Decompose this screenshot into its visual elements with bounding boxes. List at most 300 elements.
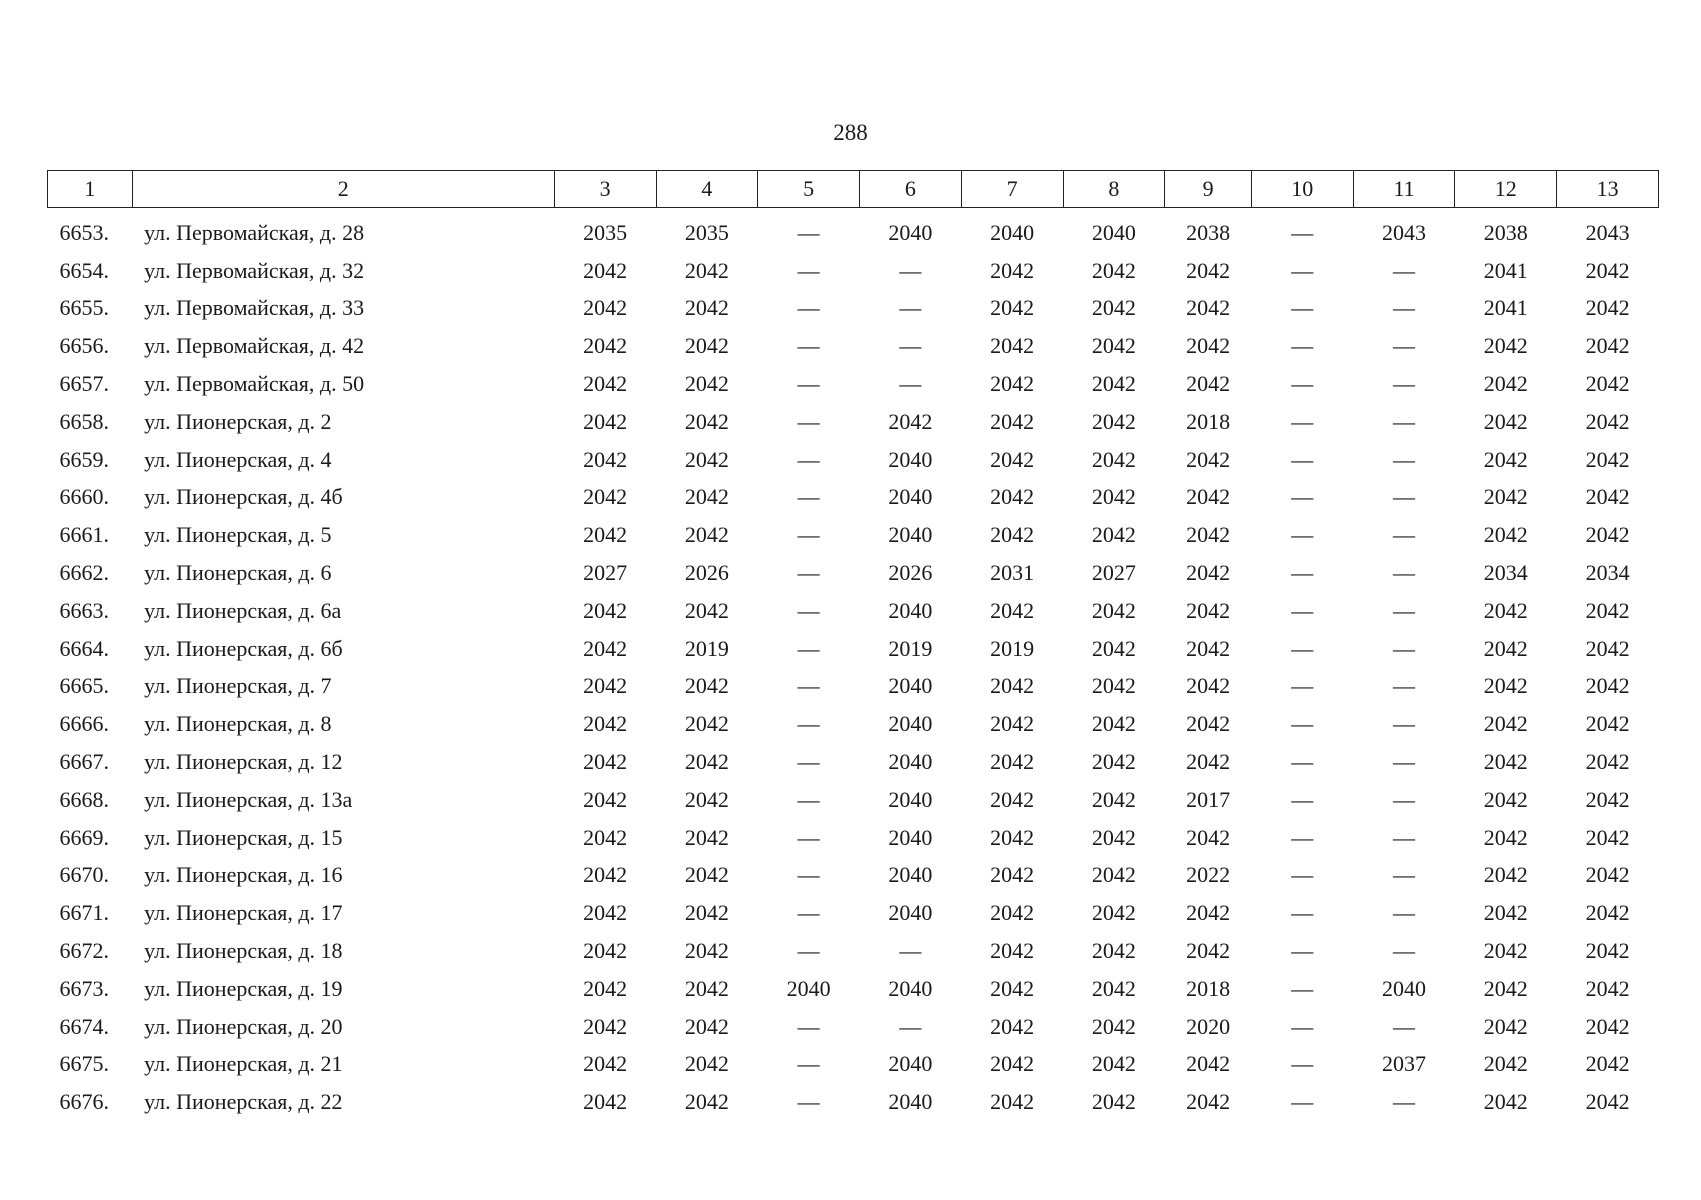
address-cell: ул. Первомайская, д. 50 — [144, 371, 365, 397]
row-number: 6664. — [59, 635, 109, 661]
year-cell-col-12: 2042 — [1483, 446, 1528, 472]
column-header-4: 4 — [656, 171, 758, 208]
year-cell-col-11: — — [1393, 711, 1416, 737]
year-cell-col-6: 2040 — [888, 219, 933, 245]
year-cell-col-9: 2042 — [1186, 1089, 1231, 1115]
year-cell-col-3: 2042 — [583, 673, 628, 699]
year-cell-col-7: 2019 — [990, 635, 1035, 661]
year-cell-col-12: 2042 — [1483, 862, 1528, 888]
year-cell-col-8: 2042 — [1091, 749, 1136, 775]
year-cell-col-4: 2042 — [684, 446, 729, 472]
year-cell-col-13: 2042 — [1585, 635, 1630, 661]
year-cell-col-4: 2035 — [684, 219, 729, 245]
year-cell-col-10: — — [1291, 219, 1314, 245]
year-cell-col-10: — — [1291, 597, 1314, 623]
year-cell-col-8: 2042 — [1091, 1013, 1136, 1039]
year-cell-col-13: 2042 — [1585, 446, 1630, 472]
table-row — [48, 554, 1659, 592]
year-cell-col-13: 2042 — [1585, 408, 1630, 434]
year-cell-col-9: 2018 — [1186, 408, 1231, 434]
year-cell-col-4: 2042 — [684, 749, 729, 775]
year-cell-col-4: 2026 — [684, 560, 729, 586]
year-cell-col-8: 2042 — [1091, 673, 1136, 699]
table-row — [48, 208, 1659, 252]
year-cell-col-5: — — [797, 786, 820, 812]
year-cell-col-3: 2042 — [583, 938, 628, 964]
year-cell-col-13: 2042 — [1585, 711, 1630, 737]
year-cell-col-3: 2042 — [583, 597, 628, 623]
year-cell-col-12: 2042 — [1483, 371, 1528, 397]
year-cell-col-8: 2040 — [1091, 219, 1136, 245]
year-cell-col-5: — — [797, 635, 820, 661]
row-number: 6653. — [59, 219, 109, 245]
year-cell-col-6: — — [899, 257, 922, 283]
year-cell-col-6: 2040 — [888, 975, 933, 1001]
data-table — [47, 170, 1659, 1121]
year-cell-col-11: — — [1393, 1089, 1416, 1115]
table-row — [48, 592, 1659, 630]
table-row — [48, 252, 1659, 290]
year-cell-col-9: 2042 — [1186, 749, 1231, 775]
address-cell: ул. Пионерская, д. 18 — [144, 938, 343, 964]
year-cell-col-7: 2042 — [990, 333, 1035, 359]
year-cell-col-3: 2042 — [583, 900, 628, 926]
year-cell-col-10: — — [1291, 295, 1314, 321]
year-cell-col-12: 2042 — [1483, 1013, 1528, 1039]
table-row — [48, 970, 1659, 1008]
year-cell-col-8: 2042 — [1091, 333, 1136, 359]
year-cell-col-10: — — [1291, 711, 1314, 737]
year-cell-col-12: 2042 — [1483, 938, 1528, 964]
year-cell-col-9: 2042 — [1186, 711, 1231, 737]
year-cell-col-8: 2042 — [1091, 862, 1136, 888]
year-cell-col-11: — — [1393, 862, 1416, 888]
year-cell-col-12: 2034 — [1483, 560, 1528, 586]
year-cell-col-6: 2042 — [888, 408, 933, 434]
column-header-2: 2 — [132, 171, 554, 208]
year-cell-col-6: 2040 — [888, 522, 933, 548]
address-cell: ул. Пионерская, д. 2 — [144, 408, 332, 434]
year-cell-col-8: 2042 — [1091, 975, 1136, 1001]
year-cell-col-12: 2042 — [1483, 786, 1528, 812]
year-cell-col-11: — — [1393, 673, 1416, 699]
year-cell-col-8: 2042 — [1091, 371, 1136, 397]
year-cell-col-9: 2042 — [1186, 371, 1231, 397]
year-cell-col-9: 2042 — [1186, 597, 1231, 623]
year-cell-col-11: — — [1393, 446, 1416, 472]
year-cell-col-5: — — [797, 862, 820, 888]
row-number: 6675. — [59, 1051, 109, 1077]
year-cell-col-5: — — [797, 257, 820, 283]
year-cell-col-3: 2042 — [583, 711, 628, 737]
year-cell-col-4: 2042 — [684, 824, 729, 850]
table-row — [48, 1046, 1659, 1084]
year-cell-col-4: 2042 — [684, 597, 729, 623]
year-cell-col-3: 2042 — [583, 786, 628, 812]
year-cell-col-3: 2027 — [583, 560, 628, 586]
year-cell-col-11: — — [1393, 371, 1416, 397]
address-cell: ул. Пионерская, д. 16 — [144, 862, 343, 888]
year-cell-col-9: 2042 — [1186, 824, 1231, 850]
row-number: 6671. — [59, 900, 109, 926]
year-cell-col-10: — — [1291, 938, 1314, 964]
year-cell-col-3: 2042 — [583, 1013, 628, 1039]
year-cell-col-4: 2019 — [684, 635, 729, 661]
year-cell-col-4: 2042 — [684, 371, 729, 397]
year-cell-col-5: — — [797, 522, 820, 548]
column-header-8: 8 — [1063, 171, 1165, 208]
year-cell-col-13: 2042 — [1585, 938, 1630, 964]
column-header-7: 7 — [961, 171, 1063, 208]
year-cell-col-5: — — [797, 295, 820, 321]
year-cell-col-13: 2042 — [1585, 1051, 1630, 1077]
table-body — [48, 208, 1659, 1122]
year-cell-col-3: 2042 — [583, 862, 628, 888]
table-row — [48, 857, 1659, 895]
row-number: 6659. — [59, 446, 109, 472]
address-cell: ул. Пионерская, д. 20 — [144, 1013, 343, 1039]
column-header-10: 10 — [1251, 171, 1353, 208]
year-cell-col-10: — — [1291, 560, 1314, 586]
address-cell: ул. Пионерская, д. 19 — [144, 975, 343, 1001]
year-cell-col-6: — — [899, 938, 922, 964]
year-cell-col-7: 2042 — [990, 371, 1035, 397]
year-cell-col-9: 2042 — [1186, 938, 1231, 964]
address-cell: ул. Пионерская, д. 15 — [144, 824, 343, 850]
year-cell-col-13: 2034 — [1585, 560, 1630, 586]
year-cell-col-10: — — [1291, 749, 1314, 775]
year-cell-col-8: 2042 — [1091, 446, 1136, 472]
address-cell: ул. Первомайская, д. 42 — [144, 333, 365, 359]
year-cell-col-5: — — [797, 219, 820, 245]
year-cell-col-8: 2042 — [1091, 257, 1136, 283]
year-cell-col-11: 2040 — [1382, 975, 1427, 1001]
year-cell-col-8: 2042 — [1091, 597, 1136, 623]
year-cell-col-3: 2042 — [583, 975, 628, 1001]
row-number: 6669. — [59, 824, 109, 850]
year-cell-col-13: 2042 — [1585, 673, 1630, 699]
year-cell-col-12: 2042 — [1483, 900, 1528, 926]
year-cell-col-6: — — [899, 371, 922, 397]
year-cell-col-7: 2042 — [990, 786, 1035, 812]
row-number: 6666. — [59, 711, 109, 737]
year-cell-col-10: — — [1291, 408, 1314, 434]
column-header-9: 9 — [1165, 171, 1252, 208]
table-row — [48, 630, 1659, 668]
year-cell-col-5: — — [797, 408, 820, 434]
table-row — [48, 705, 1659, 743]
year-cell-col-11: — — [1393, 749, 1416, 775]
column-header-12: 12 — [1455, 171, 1557, 208]
year-cell-col-10: — — [1291, 1051, 1314, 1077]
address-cell: ул. Пионерская, д. 22 — [144, 1089, 343, 1115]
year-cell-col-6: 2026 — [888, 560, 933, 586]
year-cell-col-7: 2042 — [990, 975, 1035, 1001]
column-header-11: 11 — [1353, 171, 1455, 208]
year-cell-col-13: 2042 — [1585, 522, 1630, 548]
year-cell-col-9: 2042 — [1186, 522, 1231, 548]
year-cell-col-7: 2042 — [990, 1013, 1035, 1039]
year-cell-col-11: — — [1393, 900, 1416, 926]
address-cell: ул. Пионерская, д. 21 — [144, 1051, 343, 1077]
year-cell-col-13: 2042 — [1585, 824, 1630, 850]
year-cell-col-8: 2027 — [1091, 560, 1136, 586]
row-number: 6673. — [59, 975, 109, 1001]
year-cell-col-8: 2042 — [1091, 295, 1136, 321]
year-cell-col-3: 2042 — [583, 446, 628, 472]
year-cell-col-7: 2042 — [990, 862, 1035, 888]
year-cell-col-8: 2042 — [1091, 900, 1136, 926]
year-cell-col-10: — — [1291, 484, 1314, 510]
year-cell-col-12: 2041 — [1483, 257, 1528, 283]
year-cell-col-7: 2042 — [990, 484, 1035, 510]
year-cell-col-11: — — [1393, 295, 1416, 321]
row-number: 6667. — [59, 749, 109, 775]
year-cell-col-8: 2042 — [1091, 1089, 1136, 1115]
year-cell-col-7: 2042 — [990, 522, 1035, 548]
year-cell-col-6: 2040 — [888, 862, 933, 888]
year-cell-col-4: 2042 — [684, 522, 729, 548]
table-row — [48, 819, 1659, 857]
year-cell-col-12: 2042 — [1483, 711, 1528, 737]
year-cell-col-12: 2042 — [1483, 484, 1528, 510]
row-number: 6660. — [59, 484, 109, 510]
year-cell-col-10: — — [1291, 900, 1314, 926]
year-cell-col-5: — — [797, 371, 820, 397]
year-cell-col-6: 2040 — [888, 484, 933, 510]
year-cell-col-6: 2040 — [888, 824, 933, 850]
year-cell-col-10: — — [1291, 975, 1314, 1001]
year-cell-col-3: 2042 — [583, 1051, 628, 1077]
address-cell: ул. Пионерская, д. 13а — [144, 786, 353, 812]
row-number: 6665. — [59, 673, 109, 699]
row-number: 6668. — [59, 786, 109, 812]
year-cell-col-8: 2042 — [1091, 786, 1136, 812]
row-number: 6676. — [59, 1089, 109, 1115]
year-cell-col-4: 2042 — [684, 408, 729, 434]
year-cell-col-11: 2037 — [1382, 1051, 1427, 1077]
year-cell-col-4: 2042 — [684, 295, 729, 321]
year-cell-col-11: 2043 — [1382, 219, 1427, 245]
year-cell-col-11: — — [1393, 522, 1416, 548]
row-number: 6661. — [59, 522, 109, 548]
year-cell-col-12: 2042 — [1483, 824, 1528, 850]
year-cell-col-11: — — [1393, 408, 1416, 434]
page-number: 288 — [833, 120, 868, 145]
year-cell-col-8: 2042 — [1091, 484, 1136, 510]
year-cell-col-10: — — [1291, 333, 1314, 359]
year-cell-col-5: — — [797, 560, 820, 586]
year-cell-col-9: 2042 — [1186, 635, 1231, 661]
year-cell-col-11: — — [1393, 786, 1416, 812]
year-cell-col-12: 2042 — [1483, 522, 1528, 548]
year-cell-col-12: 2042 — [1483, 408, 1528, 434]
year-cell-col-13: 2042 — [1585, 1013, 1630, 1039]
column-header-5: 5 — [758, 171, 860, 208]
year-cell-col-3: 2042 — [583, 1089, 628, 1115]
row-number: 6658. — [59, 408, 109, 434]
year-cell-col-7: 2042 — [990, 749, 1035, 775]
year-cell-col-9: 2042 — [1186, 484, 1231, 510]
year-cell-col-8: 2042 — [1091, 635, 1136, 661]
year-cell-col-3: 2042 — [583, 824, 628, 850]
year-cell-col-5: — — [797, 1051, 820, 1077]
year-cell-col-4: 2042 — [684, 938, 729, 964]
table-row — [48, 479, 1659, 517]
year-cell-col-6: 2040 — [888, 673, 933, 699]
row-number: 6672. — [59, 938, 109, 964]
year-cell-col-3: 2042 — [583, 408, 628, 434]
year-cell-col-4: 2042 — [684, 484, 729, 510]
year-cell-col-8: 2042 — [1091, 938, 1136, 964]
year-cell-col-7: 2042 — [990, 938, 1035, 964]
year-cell-col-3: 2042 — [583, 522, 628, 548]
year-cell-col-5: 2040 — [786, 975, 831, 1001]
year-cell-col-7: 2040 — [990, 219, 1035, 245]
year-cell-col-7: 2042 — [990, 295, 1035, 321]
year-cell-col-5: — — [797, 1089, 820, 1115]
year-cell-col-10: — — [1291, 1013, 1314, 1039]
year-cell-col-5: — — [797, 824, 820, 850]
year-cell-col-10: — — [1291, 1089, 1314, 1115]
year-cell-col-12: 2042 — [1483, 749, 1528, 775]
year-cell-col-12: 2042 — [1483, 597, 1528, 623]
year-cell-col-9: 2042 — [1186, 900, 1231, 926]
row-number: 6655. — [59, 295, 109, 321]
year-cell-col-7: 2042 — [990, 597, 1035, 623]
address-cell: ул. Пионерская, д. 12 — [144, 749, 343, 775]
year-cell-col-13: 2042 — [1585, 862, 1630, 888]
year-cell-col-6: — — [899, 333, 922, 359]
year-cell-col-13: 2042 — [1585, 597, 1630, 623]
year-cell-col-9: 2042 — [1186, 295, 1231, 321]
year-cell-col-4: 2042 — [684, 711, 729, 737]
year-cell-col-5: — — [797, 1013, 820, 1039]
table-row — [48, 1008, 1659, 1046]
row-number: 6674. — [59, 1013, 109, 1039]
year-cell-col-7: 2042 — [990, 824, 1035, 850]
year-cell-col-7: 2042 — [990, 257, 1035, 283]
year-cell-col-9: 2017 — [1186, 786, 1231, 812]
year-cell-col-12: 2042 — [1483, 333, 1528, 359]
table-row — [48, 516, 1659, 554]
year-cell-col-3: 2042 — [583, 371, 628, 397]
year-cell-col-6: 2040 — [888, 749, 933, 775]
year-cell-col-11: — — [1393, 1013, 1416, 1039]
address-cell: ул. Пионерская, д. 4б — [144, 484, 343, 510]
year-cell-col-7: 2042 — [990, 1089, 1035, 1115]
column-header-3: 3 — [554, 171, 656, 208]
year-cell-col-5: — — [797, 673, 820, 699]
year-cell-col-9: 2042 — [1186, 673, 1231, 699]
year-cell-col-11: — — [1393, 560, 1416, 586]
year-cell-col-13: 2042 — [1585, 749, 1630, 775]
row-number: 6656. — [59, 333, 109, 359]
year-cell-col-11: — — [1393, 257, 1416, 283]
table-row — [48, 365, 1659, 403]
table-row — [48, 1083, 1659, 1121]
year-cell-col-11: — — [1393, 484, 1416, 510]
year-cell-col-12: 2042 — [1483, 1089, 1528, 1115]
year-cell-col-6: — — [899, 1013, 922, 1039]
row-number: 6670. — [59, 862, 109, 888]
year-cell-col-7: 2042 — [990, 1051, 1035, 1077]
year-cell-col-7: 2031 — [990, 560, 1035, 586]
table-row — [48, 932, 1659, 970]
year-cell-col-3: 2042 — [583, 635, 628, 661]
year-cell-col-8: 2042 — [1091, 1051, 1136, 1077]
year-cell-col-7: 2042 — [990, 900, 1035, 926]
year-cell-col-13: 2042 — [1585, 1089, 1630, 1115]
year-cell-col-3: 2042 — [583, 484, 628, 510]
table-row — [48, 441, 1659, 479]
year-cell-col-6: 2040 — [888, 1089, 933, 1115]
year-cell-col-6: 2040 — [888, 1051, 933, 1077]
year-cell-col-9: 2018 — [1186, 975, 1231, 1001]
year-cell-col-8: 2042 — [1091, 522, 1136, 548]
year-cell-col-11: — — [1393, 635, 1416, 661]
year-cell-col-9: 2038 — [1186, 219, 1231, 245]
year-cell-col-4: 2042 — [684, 333, 729, 359]
year-cell-col-5: — — [797, 333, 820, 359]
address-cell: ул. Первомайская, д. 33 — [144, 295, 365, 321]
year-cell-col-4: 2042 — [684, 257, 729, 283]
year-cell-col-9: 2020 — [1186, 1013, 1231, 1039]
address-cell: ул. Первомайская, д. 28 — [144, 219, 365, 245]
year-cell-col-5: — — [797, 597, 820, 623]
year-cell-col-4: 2042 — [684, 1051, 729, 1077]
address-cell: ул. Пионерская, д. 8 — [144, 711, 332, 737]
year-cell-col-6: 2040 — [888, 446, 933, 472]
year-cell-col-5: — — [797, 749, 820, 775]
address-cell: ул. Пионерская, д. 17 — [144, 900, 343, 926]
year-cell-col-5: — — [797, 484, 820, 510]
year-cell-col-7: 2042 — [990, 408, 1035, 434]
header-row — [48, 171, 1659, 208]
year-cell-col-13: 2042 — [1585, 484, 1630, 510]
year-cell-col-3: 2042 — [583, 749, 628, 775]
address-cell: ул. Пионерская, д. 4 — [144, 446, 332, 472]
year-cell-col-12: 2042 — [1483, 635, 1528, 661]
table-row — [48, 894, 1659, 932]
table-row — [48, 743, 1659, 781]
year-cell-col-5: — — [797, 938, 820, 964]
year-cell-col-13: 2042 — [1585, 295, 1630, 321]
year-cell-col-6: 2040 — [888, 597, 933, 623]
year-cell-col-11: — — [1393, 333, 1416, 359]
row-number: 6657. — [59, 371, 109, 397]
year-cell-col-10: — — [1291, 786, 1314, 812]
year-cell-col-3: 2035 — [583, 219, 628, 245]
table-row — [48, 327, 1659, 365]
year-cell-col-10: — — [1291, 522, 1314, 548]
column-header-13: 13 — [1557, 171, 1659, 208]
year-cell-col-5: — — [797, 900, 820, 926]
year-cell-col-10: — — [1291, 862, 1314, 888]
year-cell-col-12: 2038 — [1483, 219, 1528, 245]
year-cell-col-7: 2042 — [990, 446, 1035, 472]
year-cell-col-13: 2042 — [1585, 975, 1630, 1001]
year-cell-col-13: 2042 — [1585, 333, 1630, 359]
table-row — [48, 403, 1659, 441]
table-row — [48, 668, 1659, 706]
year-cell-col-6: 2040 — [888, 711, 933, 737]
row-number: 6654. — [59, 257, 109, 283]
year-cell-col-8: 2042 — [1091, 711, 1136, 737]
year-cell-col-9: 2042 — [1186, 257, 1231, 283]
year-cell-col-10: — — [1291, 824, 1314, 850]
year-cell-col-3: 2042 — [583, 333, 628, 359]
